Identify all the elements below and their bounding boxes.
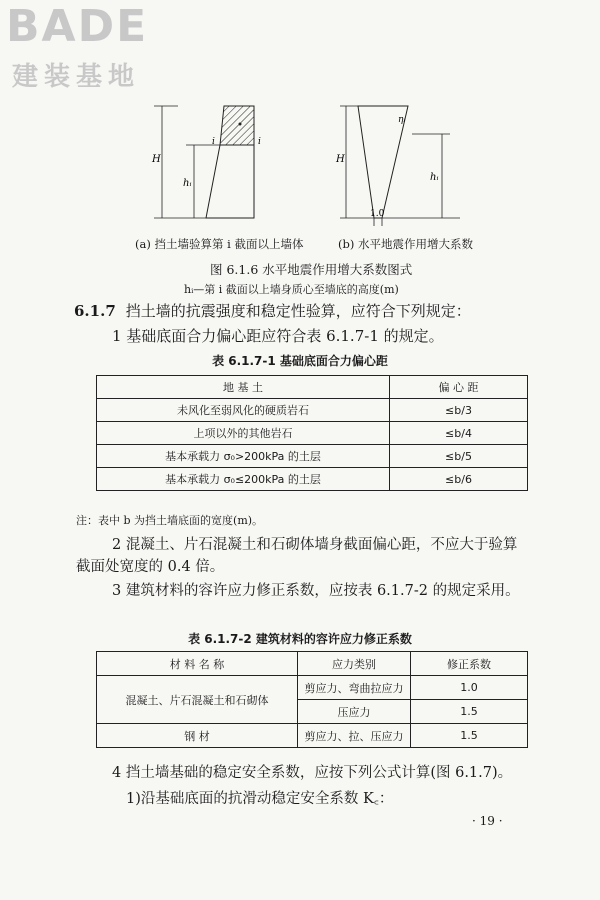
item-3: 3 建筑材料的容许应力修正系数，应按表 6.1.7-2 的规定采用。	[112, 583, 520, 599]
table-cell: 基本承载力 σ₀≤200kPa 的土层	[97, 468, 390, 491]
table-cell: 剪应力、拉、压应力	[298, 724, 411, 748]
table2-title: 表 6.1.7-2 建筑材料的容许应力修正系数	[188, 632, 412, 646]
table-cell: 基本承载力 σ₀>200kPa 的土层	[97, 445, 390, 468]
label-H-right: H	[336, 154, 345, 165]
label-H-left: H	[152, 154, 161, 165]
table1-title: 表 6.1.7-1 基础底面合力偏心距	[212, 354, 388, 368]
item-2: 2 混凝土、片石混凝土和石砌体墙身截面偏心距，不应大于验算截面处宽度的 0.4 倍。	[76, 537, 518, 575]
table-cell: 混凝土、片石混凝土和石砌体	[97, 676, 298, 724]
label-h-i: hᵢ	[183, 178, 192, 189]
brand-subtitle: 建装基地	[12, 62, 141, 92]
label-i-right: i	[258, 137, 261, 147]
label-i-left: i	[212, 137, 215, 147]
table-header: 地 基 土	[97, 376, 390, 399]
page-number: · 19 ·	[472, 814, 503, 828]
figure-note: hᵢ—第 i 截面以上墙身质心至墙底的高度(m)	[184, 283, 399, 296]
section-text: 挡土墙的抗震强度和稳定性验算，应符合下列规定：	[125, 302, 471, 320]
table-stress-coefficient	[96, 651, 528, 748]
item-4-1: 1)沿基础底面的抗滑动稳定安全系数 K꜀：	[126, 791, 394, 807]
label-base: 1.0	[370, 209, 385, 219]
table-row	[97, 724, 528, 748]
table-cell: ≤b/3	[390, 399, 528, 422]
table-cell: 1.5	[411, 724, 528, 748]
label-eta: ηᵢ	[398, 115, 406, 125]
table-row	[97, 468, 528, 491]
figure-diagram	[150, 100, 470, 230]
table-cell: 上项以外的其他岩石	[97, 422, 390, 445]
label-h-i-right: hᵢ	[430, 172, 439, 183]
table-header-row	[97, 376, 528, 399]
table1-note: 注：表中 b 为挡土墙底面的宽度(m)。	[76, 514, 264, 527]
table-header-row	[97, 652, 528, 676]
brand-logo: BADE	[6, 1, 149, 52]
table-cell: 钢 材	[97, 724, 298, 748]
table-row	[97, 422, 528, 445]
item-1: 1 基础底面合力偏心距应符合表 6.1.7-1 的规定。	[112, 327, 444, 345]
figure-title: 图 6.1.6 水平地震作用增大系数图式	[210, 262, 413, 277]
section-number: 6.1.7	[74, 302, 116, 320]
table-header: 偏 心 距	[390, 376, 528, 399]
table-cell: 1.0	[411, 676, 528, 700]
table-cell: ≤b/4	[390, 422, 528, 445]
table-row	[97, 445, 528, 468]
item-4: 4 挡土墙基础的稳定安全系数，应按下列公式计算(图 6.1.7)。	[112, 765, 513, 781]
table-row	[97, 676, 528, 700]
table-header: 应力类别	[298, 652, 411, 676]
caption-a: (a) 挡土墙验算第 i 截面以上墙体	[135, 237, 304, 251]
table-eccentricity	[96, 375, 528, 491]
table-header: 修正系数	[411, 652, 528, 676]
table-cell: 1.5	[411, 700, 528, 724]
caption-b: (b) 水平地震作用增大系数	[338, 237, 473, 251]
table-cell: 未风化至弱风化的硬质岩石	[97, 399, 390, 422]
table-cell: 压应力	[298, 700, 411, 724]
table-header: 材 料 名 称	[97, 652, 298, 676]
table-cell: ≤b/6	[390, 468, 528, 491]
table-row	[97, 399, 528, 422]
section-heading	[74, 300, 471, 322]
table-cell: 剪应力、弯曲拉应力	[298, 676, 411, 700]
table-cell: ≤b/5	[390, 445, 528, 468]
